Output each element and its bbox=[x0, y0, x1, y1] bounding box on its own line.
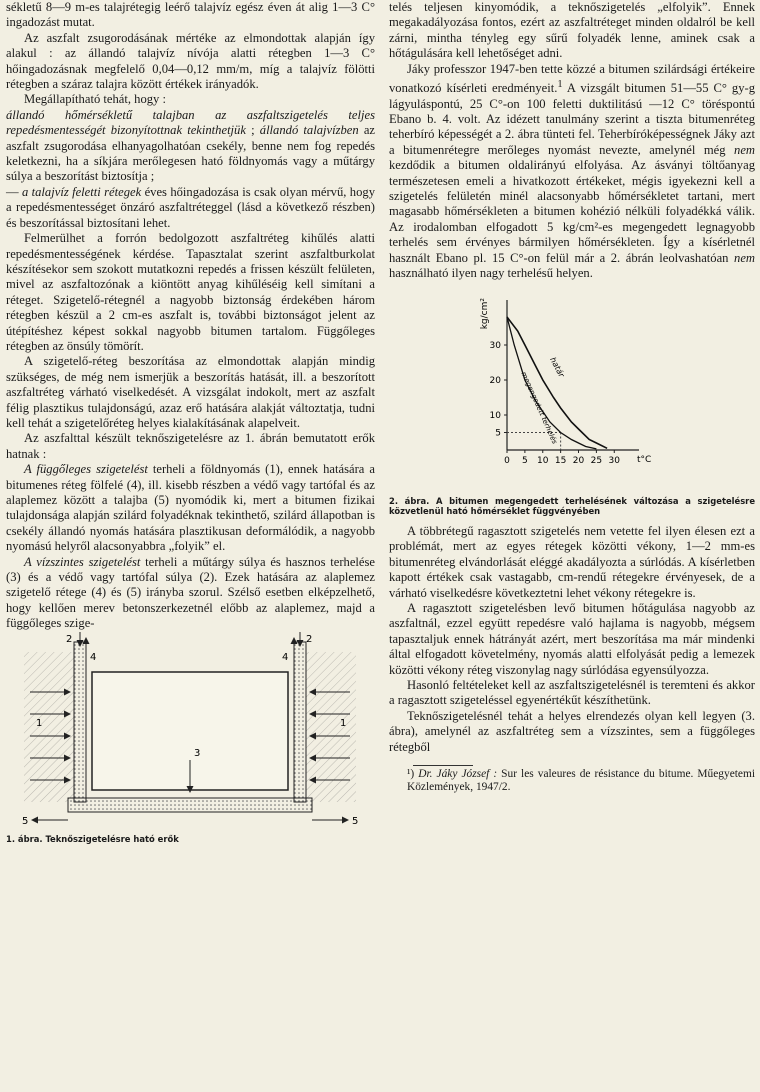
paragraph bbox=[6, 462, 375, 554]
paragraph bbox=[389, 62, 755, 282]
x-tick-label: 20 bbox=[572, 455, 585, 466]
emphasis: állandó talajvízben bbox=[259, 123, 359, 138]
curve-label-1: határ bbox=[548, 355, 567, 379]
x-tick-label: 30 bbox=[608, 455, 620, 466]
chart-ylabel: kg/cm² bbox=[480, 297, 490, 329]
text: az aszfalt zsugorodása elhanyagolhatóan csekély, benne nem fog repedés keletkezni, ha a síkjára merőlegesen ható földnyomás vagy a műtárgy súlya a beszorítást biztosítja ; bbox=[6, 123, 376, 184]
x-tick-label: 15 bbox=[554, 455, 567, 466]
curve-label-2: megengedett terhelés bbox=[519, 370, 559, 445]
paragraph: A többrétegű ragasztott szigetelés nem vetette fel ilyen élesen ezt a problémát, mert az egyes rétegek közötti vékony, 1—2 mm-es bitumenréteg elvándorlását eléggé akadályozta a súrlódás. A kísérletben kapott értékek csak vastagabb, cm-rendű rétegekre érvényesek, de a várható viselkedésre következtetni lehet vékony rétegekre is. bbox=[389, 523, 755, 600]
chart-xlabel: t°C bbox=[637, 454, 652, 465]
left-column bbox=[6, 0, 375, 844]
x-tick-label: 25 bbox=[590, 455, 603, 466]
paragraph: sékletű 8—9 m-es talajrétegig leérő talajvíz egész éven át alig 1—3 C° ingadozást mutat. bbox=[6, 0, 375, 30]
text: kezdődik a bitumen oldalirányú elfolyása. Az ásványi töltőanyag természetesen emeli a hivatkozott értékeket, mégis igyekezni kell a szigetelés felületén minél alacsonyabb hőmérsékletet tartani, mert magasabb hőmérsékleten a bitumen kohézió nélküli folyadékká válik. Az irodalomban elfogadott 5 kg/cm²-es megengedett legnagyobb terhelés sem érvényes bármilyen hőmérsékleten. Így a kísérletnél használt Ebano pl. 15 C°-on felül már a 2. ábrán leolvashatóan bbox=[389, 158, 755, 265]
footnote bbox=[389, 768, 755, 794]
base-slab bbox=[68, 798, 312, 812]
footnote-mark: ¹) bbox=[407, 768, 415, 780]
paragraph bbox=[6, 108, 375, 185]
paragraph bbox=[6, 555, 375, 632]
fig1-label: 2 bbox=[306, 633, 313, 645]
text: éves hőingadozása is csak olyan mérvű, hogy a repedésmentességet önzáró aszfaltréteggel (lásd a következő részben) és beszorítással biztosítani lehet. bbox=[6, 184, 375, 230]
emphasis: A függőleges szigetelést bbox=[24, 462, 148, 477]
fig1-label: 1 bbox=[36, 717, 43, 729]
x-tick-label: 5 bbox=[522, 455, 528, 466]
figure-1-caption: 1. ábra. Teknőszigetelésre ható erők bbox=[6, 834, 179, 845]
text: terheli a műtárgy súlya és hasznos terhelése (3) és a védő vagy tartófal súlya (2). Ezek hatására az alaplemez szigetelő rétege (4) és (5) irányba szorul. Szélső esetben elképzelhető, hogy kellően merev betonszerkezetnél előbb az alaplemez, majd a függőleges szige- bbox=[6, 554, 376, 631]
footnote-text: Sur les valeures de résistance du bitume. Műegyetemi Közlemények, 1947/2. bbox=[407, 768, 756, 793]
emphasis: A vízszintes szigetelést bbox=[24, 554, 141, 569]
figure-2-caption: 2. ábra. A bitumen megengedett terhelésének változása a szigetelésre közvetlenül ható hőmérséklet függvényében bbox=[389, 495, 755, 516]
footnote-author: Dr. Jáky József : bbox=[418, 768, 498, 780]
y-tick-label: 30 bbox=[489, 340, 501, 351]
footnote-rule bbox=[413, 765, 473, 766]
paragraph: Megállapítható tehát, hogy : bbox=[24, 92, 166, 107]
wall-right bbox=[294, 642, 306, 802]
x-tick-label: 10 bbox=[537, 455, 549, 466]
footnote-ref: 1 bbox=[557, 79, 563, 91]
dash: — bbox=[6, 184, 22, 199]
paragraph: Az aszfalt zsugorodásának mértéke az elmondottak alapján így alakul : az állandó talajvíz nívója alatti rétegben 1—3 C° hőingadozásnak megfelelő 0,04—0,12 mm/m, míg a talajvíz fölötti rétegben a száraz talajra között értékek irányadók. bbox=[6, 30, 375, 92]
fig1-label: 5 bbox=[22, 815, 29, 827]
paragraph: Hasonló feltételeket kell az aszfaltszigetelésnél is teremteni és akkor a ragasztott szigeteléssel egyenértékűt készíthetünk. bbox=[389, 677, 755, 708]
emphasis: nem bbox=[734, 250, 755, 265]
fig1-label: 3 bbox=[194, 747, 201, 759]
paragraph: telés teljesen kinyomódik, a teknőszigetelés „elfolyik”. Ennek megakadályozása fontos, ezért az aszfaltréteget minden oldalról be kell zárni, mintha tényleg egy sűrű folyadék lenne, aminek csak a hőtágulására kell lehetőséget adni. bbox=[389, 0, 755, 61]
fig1-label: 4 bbox=[90, 651, 97, 663]
figure-2 bbox=[389, 282, 755, 516]
text: terheli a földnyomás (1), ennek hatására a bitumenes réteg fölfelé (4), ill. kisebb részben a védő vagy tartófal és az alaplemez között a talajba (5) nyomódik ki, mert a bitumen fizikai tulajdonsága alapján szilárd folyadéknak tekinthető, szilárd állapotban is csekély állandó nyomás hatására plasztikusan deformálódik, a nagyobb nyomású helyről alacsonyabbra „folyik” el. bbox=[6, 462, 375, 554]
fig1-label: 2 bbox=[66, 633, 73, 645]
y-tick-label: 10 bbox=[489, 410, 501, 421]
emphasis: a talajvíz feletti rétegek bbox=[21, 184, 142, 199]
emphasis: állandó hőmérsékletű talajban az aszfaltszigetelés teljes repedésmentességét bizonyítottnak tekinthetjük bbox=[6, 107, 375, 138]
paragraph: Az aszfalttal készült teknőszigetelésre az 1. ábrán bemutatott erők hatnak : bbox=[6, 431, 375, 461]
fig1-label: 5 bbox=[352, 815, 359, 827]
text: Jáky professzor 1947-ben tette közzé a bitumen szilárdsági értékeire vonatkozó kísérleti eredményeit. bbox=[389, 61, 755, 96]
text: A vizsgált bitumen 51—55 C° gy-g lágyuláspontú, 25 C°-on 100 feletti duktilitású —12 C° töréspontú Ebano b. 4. volt. Az idézett tanulmány szerint a tiszta bitumenréteg teherbíró képességét a 2. ábra tünteti fel. Teherbíróképességnek Jáky azt a bitumenrétegre merőleges nyomást nevezte, amelynél még bbox=[389, 81, 755, 157]
fig1-label: 1 bbox=[340, 717, 347, 729]
y-tick-label: 20 bbox=[489, 375, 501, 386]
paragraph: A szigetelő-réteg beszorítása az elmondottak alapján mindig szükséges, de még nem ismerjük a beszorítás hatását, ill. a beszorított aszfaltréteg várható viselkedését. A vizsgálat indokolt, mert az aszfalt félig plasztikus tulajdonságú, azaz erő hatására alakját változtatja, tudni kell tehát a szigetelőréteg helyes kialakításának alapelveit. bbox=[6, 354, 375, 430]
figure-1 bbox=[6, 632, 375, 844]
y-tick-label: 5 bbox=[495, 428, 501, 438]
paragraph: Felmerülhet a forrón bedolgozott aszfaltréteg kihűlés alatti repedésmentességének kérdése. Tapasztalat szerint aszfaltburkolat készítésekor sem szokott mutatkozni repedés a frissen készült felületen, mivel az aszfaltozónak a kiöntött anyag kihűléséig kell simítani a réteget. Szigetelő-rétegnél a nagyobb biztonság érdekében három rétegben készül a 2 cm-es aszfalt is, további biztonságot jelent az útépítéshez képest sokkal nagyobb bitumen tartalom. Függőleges rétegben az önsúly tömörít. bbox=[6, 231, 375, 353]
wall-left bbox=[74, 642, 86, 802]
figure-2-chart bbox=[389, 282, 755, 492]
x-tick-label: 0 bbox=[504, 455, 510, 466]
figure-1-drawing bbox=[6, 632, 375, 830]
paragraph: A ragasztott szigetelésben levő bitumen hőtágulása nagyobb az aszfaltnál, ezzel együtt repedésre való hajlama is nagyobb, mégsem tapasztaljuk ennek hátrányát azért, mert beszorítása ma már mindenki által elfogadott követelmény, nyomás alatti elfolyását pedig a lemezek közötti vékony réteg viszonylag nagy súrlódása egyensúlyozza. bbox=[389, 600, 755, 677]
fig1-label: 4 bbox=[282, 651, 289, 663]
separator: ; bbox=[245, 123, 260, 138]
text: használható ilyen nagy terhelésű helyen. bbox=[389, 266, 593, 281]
right-column bbox=[389, 0, 755, 794]
emphasis: nem bbox=[734, 142, 755, 157]
paragraph bbox=[6, 185, 375, 231]
paragraph: Teknőszigetelésnél tehát a helyes elrendezés olyan kell legyen (3. ábra), amelynél az aszfaltréteg sem a vízszintes, sem a függőleges rétegből bbox=[389, 708, 755, 754]
